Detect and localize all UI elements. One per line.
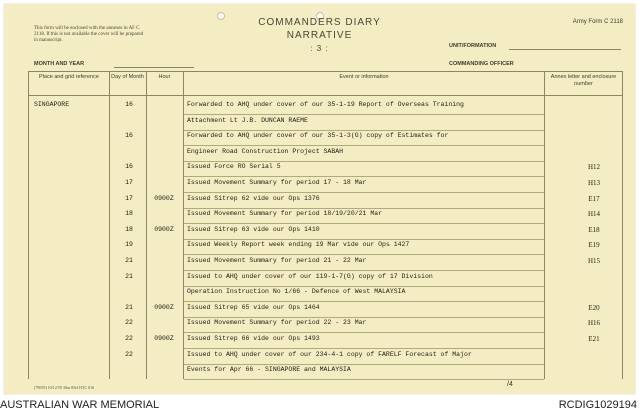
event-cell: Issued Sitrep 66 vide our Ops 1493 [187,335,320,342]
form-id: Army Form C 2118 [572,19,623,25]
col-annex-header: Annex letter and enclosure number [550,74,617,87]
event-cell: Issued Sitrep 62 vide our Ops 1376 [187,194,320,202]
annex-cell: E21 [588,335,600,343]
day-cell: 22 [125,319,133,327]
hour-cell: 0900Z [154,194,174,202]
day-cell: 21 [125,272,133,280]
event-cell: Engineer Road Construction Project SABAH [187,147,344,155]
archive-name: AUSTRALIAN WAR MEMORIAL [0,399,160,411]
table-top-border [28,71,623,72]
hour-cell: 0900Z [154,225,174,233]
annex-cell: E19 [588,241,600,250]
event-cell: Issued Force RO Serial 5 [187,163,281,171]
annex-cell: H15 [587,257,601,265]
page-marker: : 3 : [310,44,329,53]
event-cell: Issued Movement Summary for period 22 - 23 Mar [187,319,367,327]
event-cell: Issued Movement Summary for period 17 - 18 Mar [187,179,367,186]
event-cell: Issued to AHQ under cover of our 234-4-1 copy of FARELF Forecast of Major [187,350,472,358]
annex-cell: H16 [587,319,601,328]
day-cell: 18 [125,225,133,233]
annex-cell: H14 [587,210,601,219]
event-cell: Issued Movement Summary for period 18/19/20/21 Mar [187,210,383,218]
place-cell: SINGAPORE [34,101,70,108]
day-cell: 21 [125,303,133,311]
event-cell: Issued Sitrep 63 vide our Ops 1410 [187,225,320,233]
unit-label: UNIT/FORMATION [449,43,497,49]
diary-sheet [4,4,635,394]
unit-line [509,49,621,50]
hour-cell: 0900Z [154,303,174,311]
archive-id: RCDIG1029194 [558,399,637,411]
diary-subtitle: NARRATIVE [286,30,353,41]
header-bottom-border [28,95,623,96]
event-cell: Issued Sitrep 65 vide our Ops 1464 [187,303,320,311]
officer-label: COMMANDING OFFICER [449,61,514,67]
day-cell: 17 [125,194,133,202]
hour-cell: 0900Z [154,335,174,342]
day-cell: 18 [125,210,133,218]
page-mark: /4 [507,381,513,388]
table-row [4,362,635,380]
diary-title: COMMANDERS DIARY [258,17,381,28]
event-cell: Forwarded to AHQ under cover of our 35-1-19 Report of Overseas Training [187,101,464,108]
event-cell: Attachment Lt J.B. DUNCAN RAEME [187,116,308,124]
day-cell: 19 [125,241,133,249]
form-note: This form will be enclosed with the annexes in AF C 2118. If this is not available the cover will be prepared in manuscript. [34,26,144,43]
col-event-header: Event or information [339,74,389,80]
col-day-header: Day of Month [111,74,144,80]
month-line [114,67,194,68]
day-cell: 22 [125,350,133,358]
day-cell: 21 [125,257,133,264]
day-cell: 16 [125,132,133,140]
day-cell: 16 [125,101,133,108]
col-place-header: Place and grid reference [39,74,99,80]
day-cell: 22 [125,335,133,342]
col-hour-header: Hour [158,74,171,80]
month-year-label: MONTH AND YEAR [34,61,85,67]
event-cell: Events for Apr 66 - SINGAPORE and MALAYSIA [187,366,351,374]
event-cell: Operation Instruction No 1/66 - Defence of West MALAYSIA [187,288,406,296]
day-cell: 17 [125,179,133,186]
day-cell: 16 [125,163,133,171]
row-rule [184,379,544,380]
annex-cell: E17 [588,194,600,203]
annex-cell: E20 [588,303,600,312]
event-cell: Issued Movement Summary for period 21 - 22 Mar [187,257,367,264]
printer-code: (79059) 10/12/59 30m 8/64 HTC 816 [34,385,95,390]
annex-cell: E18 [588,225,600,234]
event-cell: Issued to AHQ under cover of our 119-1-7(G) copy of 17 Division [187,272,433,280]
event-cell: Forwarded to AHQ under cover of our 35-1-3(G) copy of Estimates for [187,132,449,140]
annex-cell: H12 [587,163,601,172]
annex-cell: H13 [587,179,601,187]
event-cell: Issued Weekly Report week ending 19 Mar vide our Ops 1427 [187,241,410,249]
